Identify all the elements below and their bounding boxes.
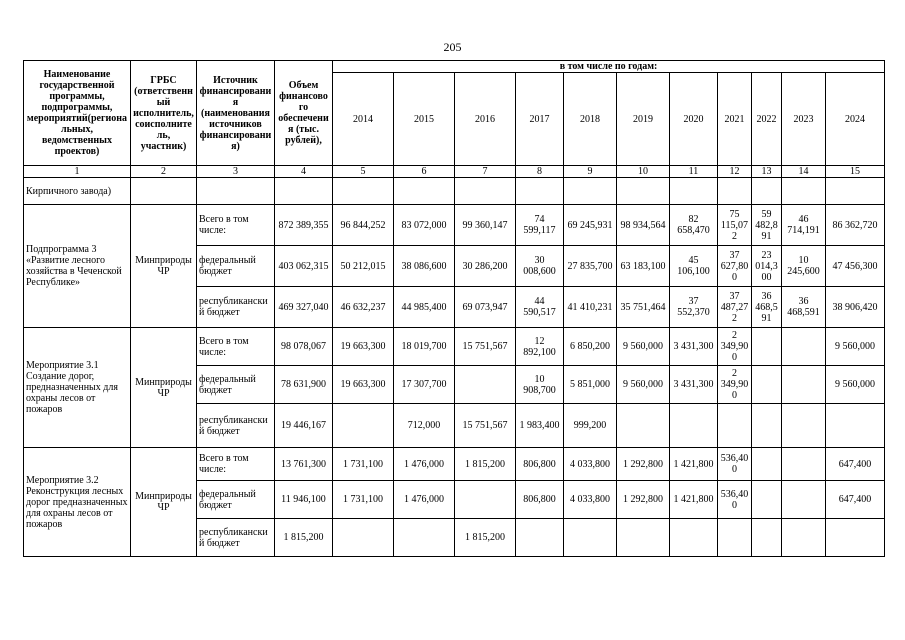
total-cell: 98 078,067 (275, 328, 333, 366)
year-value-cell: 536,400 (718, 448, 752, 481)
header-years-group: в том числе по годам: (333, 61, 885, 73)
year-value-cell: 2 349,900 (718, 328, 752, 366)
source-cell: республиканский бюджет (197, 287, 275, 328)
year-value-cell (826, 404, 885, 448)
year-value-cell (752, 404, 782, 448)
year-value-cell (752, 328, 782, 366)
block-name: Подпрограмма 3 «Развитие лесного хозяйства в Чеченской Республике» (24, 205, 131, 328)
year-value-cell (782, 481, 826, 519)
year-value-cell: 98 934,564 (617, 205, 670, 246)
year-value-cell: 6 850,200 (564, 328, 617, 366)
continuation-cell: Кирпичного завода) (24, 178, 131, 205)
year-value-cell: 10 245,600 (782, 246, 826, 287)
year-value-cell: 12 892,100 (516, 328, 564, 366)
year-value-cell (670, 404, 718, 448)
year-value-cell: 9 560,000 (826, 366, 885, 404)
header-year-2023: 2023 (782, 73, 826, 166)
header-year-2014: 2014 (333, 73, 394, 166)
year-value-cell: 17 307,700 (394, 366, 455, 404)
block-grbs: Минприроды ЧР (131, 205, 197, 328)
source-cell: Всего в том числе: (197, 448, 275, 481)
year-value-cell: 806,800 (516, 448, 564, 481)
source-cell: республиканский бюджет (197, 519, 275, 557)
year-value-cell: 35 751,464 (617, 287, 670, 328)
header-year-2016: 2016 (455, 73, 516, 166)
year-value-cell: 4 033,800 (564, 481, 617, 519)
total-cell: 11 946,100 (275, 481, 333, 519)
year-value-cell (455, 481, 516, 519)
header-year-2018: 2018 (564, 73, 617, 166)
year-value-cell: 4 033,800 (564, 448, 617, 481)
header-year-2020: 2020 (670, 73, 718, 166)
header-year-2021: 2021 (718, 73, 752, 166)
year-value-cell: 10 908,700 (516, 366, 564, 404)
year-value-cell: 83 072,000 (394, 205, 455, 246)
source-cell: федеральный бюджет (197, 366, 275, 404)
column-number: 7 (455, 166, 516, 178)
year-value-cell: 647,400 (826, 448, 885, 481)
year-value-cell: 15 751,567 (455, 328, 516, 366)
source-cell: федеральный бюджет (197, 246, 275, 287)
year-value-cell: 37 552,370 (670, 287, 718, 328)
year-value-cell: 59 482,891 (752, 205, 782, 246)
header-program-name: Наименование государственной программы, подпрограммы, мероприятий(региональных, ведомственных проектов) (24, 61, 131, 166)
year-value-cell: 1 292,800 (617, 448, 670, 481)
year-value-cell: 15 751,567 (455, 404, 516, 448)
table-row (24, 448, 885, 481)
header-source: Источник финансирования (наименования источников финансирования) (197, 61, 275, 166)
year-value-cell: 9 560,000 (617, 366, 670, 404)
year-value-cell: 1 983,400 (516, 404, 564, 448)
financing-table (23, 60, 885, 557)
column-number: 9 (564, 166, 617, 178)
column-number: 5 (333, 166, 394, 178)
column-number: 8 (516, 166, 564, 178)
year-value-cell (516, 519, 564, 557)
year-value-cell: 45 106,100 (670, 246, 718, 287)
year-value-cell: 1 476,000 (394, 448, 455, 481)
year-value-cell (752, 448, 782, 481)
year-value-cell: 38 086,600 (394, 246, 455, 287)
year-value-cell: 50 212,015 (333, 246, 394, 287)
header-total-volume: Объем финансового обеспечения (тыс. рублей), (275, 61, 333, 166)
year-value-cell: 647,400 (826, 481, 885, 519)
year-value-cell: 36 468,591 (752, 287, 782, 328)
year-value-cell (564, 519, 617, 557)
year-value-cell: 69 245,931 (564, 205, 617, 246)
year-value-cell (617, 404, 670, 448)
year-value-cell: 9 560,000 (617, 328, 670, 366)
year-value-cell: 1 731,100 (333, 448, 394, 481)
year-value-cell: 36 468,591 (782, 287, 826, 328)
year-value-cell: 63 183,100 (617, 246, 670, 287)
year-value-cell (752, 366, 782, 404)
total-cell: 78 631,900 (275, 366, 333, 404)
year-value-cell: 74 599,117 (516, 205, 564, 246)
year-value-cell: 1 815,200 (455, 519, 516, 557)
total-cell: 19 446,167 (275, 404, 333, 448)
year-value-cell: 19 663,300 (333, 328, 394, 366)
year-value-cell: 75 115,072 (718, 205, 752, 246)
year-value-cell (670, 519, 718, 557)
header-year-2017: 2017 (516, 73, 564, 166)
header-year-2024: 2024 (826, 73, 885, 166)
year-value-cell: 19 663,300 (333, 366, 394, 404)
total-cell: 872 389,355 (275, 205, 333, 246)
year-value-cell: 999,200 (564, 404, 617, 448)
year-value-cell: 86 362,720 (826, 205, 885, 246)
year-value-cell: 5 851,000 (564, 366, 617, 404)
year-value-cell: 47 456,300 (826, 246, 885, 287)
column-number: 11 (670, 166, 718, 178)
year-value-cell: 806,800 (516, 481, 564, 519)
column-number: 10 (617, 166, 670, 178)
block-name: Мероприятие 3.2 Реконструкция лесных дорог предназначенных для охраны лесов от пожаров (24, 448, 131, 557)
year-value-cell (394, 519, 455, 557)
year-value-cell (826, 519, 885, 557)
year-value-cell: 96 844,252 (333, 205, 394, 246)
year-value-cell (455, 366, 516, 404)
year-value-cell: 1 476,000 (394, 481, 455, 519)
year-value-cell (782, 328, 826, 366)
year-value-cell: 2 349,900 (718, 366, 752, 404)
year-value-cell (718, 519, 752, 557)
table-row (24, 205, 885, 246)
block-name: Мероприятие 3.1 Создание дорог, предназначенных для охраны лесов от пожаров (24, 328, 131, 448)
block-grbs: Минприроды ЧР (131, 328, 197, 448)
year-value-cell (333, 519, 394, 557)
header-year-2015: 2015 (394, 73, 455, 166)
year-value-cell: 3 431,300 (670, 366, 718, 404)
year-value-cell (617, 519, 670, 557)
column-number: 12 (718, 166, 752, 178)
year-value-cell: 46 714,191 (782, 205, 826, 246)
header-grbs: ГРБС (ответственный исполнитель, соисполнитель, участник) (131, 61, 197, 166)
year-value-cell: 18 019,700 (394, 328, 455, 366)
year-value-cell: 69 073,947 (455, 287, 516, 328)
year-value-cell: 1 421,800 (670, 448, 718, 481)
year-value-cell: 3 431,300 (670, 328, 718, 366)
header-year-2019: 2019 (617, 73, 670, 166)
total-cell: 13 761,300 (275, 448, 333, 481)
year-value-cell: 9 560,000 (826, 328, 885, 366)
column-number: 13 (752, 166, 782, 178)
block-grbs: Минприроды ЧР (131, 448, 197, 557)
year-value-cell: 99 360,147 (455, 205, 516, 246)
column-number: 6 (394, 166, 455, 178)
column-number: 1 (24, 166, 131, 178)
year-value-cell: 27 835,700 (564, 246, 617, 287)
page-number: 205 (443, 40, 462, 54)
year-value-cell: 38 906,420 (826, 287, 885, 328)
column-number: 14 (782, 166, 826, 178)
year-value-cell: 30 008,600 (516, 246, 564, 287)
source-cell: республиканский бюджет (197, 404, 275, 448)
year-value-cell: 1 292,800 (617, 481, 670, 519)
year-value-cell (782, 448, 826, 481)
year-value-cell: 536,400 (718, 481, 752, 519)
source-cell: Всего в том числе: (197, 328, 275, 366)
table-row (24, 328, 885, 366)
column-number: 2 (131, 166, 197, 178)
year-value-cell: 1 731,100 (333, 481, 394, 519)
source-cell: федеральный бюджет (197, 481, 275, 519)
year-value-cell: 44 985,400 (394, 287, 455, 328)
year-value-cell: 44 590,517 (516, 287, 564, 328)
year-value-cell: 712,000 (394, 404, 455, 448)
column-number: 3 (197, 166, 275, 178)
year-value-cell (782, 404, 826, 448)
header-year-2022: 2022 (752, 73, 782, 166)
year-value-cell: 1 815,200 (455, 448, 516, 481)
year-value-cell: 46 632,237 (333, 287, 394, 328)
year-value-cell (752, 481, 782, 519)
year-value-cell (782, 366, 826, 404)
year-value-cell (782, 519, 826, 557)
total-cell: 403 062,315 (275, 246, 333, 287)
year-value-cell (718, 404, 752, 448)
year-value-cell (752, 519, 782, 557)
year-value-cell (333, 404, 394, 448)
source-cell: Всего в том числе: (197, 205, 275, 246)
year-value-cell: 37 627,800 (718, 246, 752, 287)
year-value-cell: 1 421,800 (670, 481, 718, 519)
year-value-cell: 23 014,300 (752, 246, 782, 287)
year-value-cell: 41 410,231 (564, 287, 617, 328)
column-number: 4 (275, 166, 333, 178)
year-value-cell: 82 658,470 (670, 205, 718, 246)
column-number: 15 (826, 166, 885, 178)
total-cell: 469 327,040 (275, 287, 333, 328)
total-cell: 1 815,200 (275, 519, 333, 557)
year-value-cell: 30 286,200 (455, 246, 516, 287)
year-value-cell: 37 487,272 (718, 287, 752, 328)
